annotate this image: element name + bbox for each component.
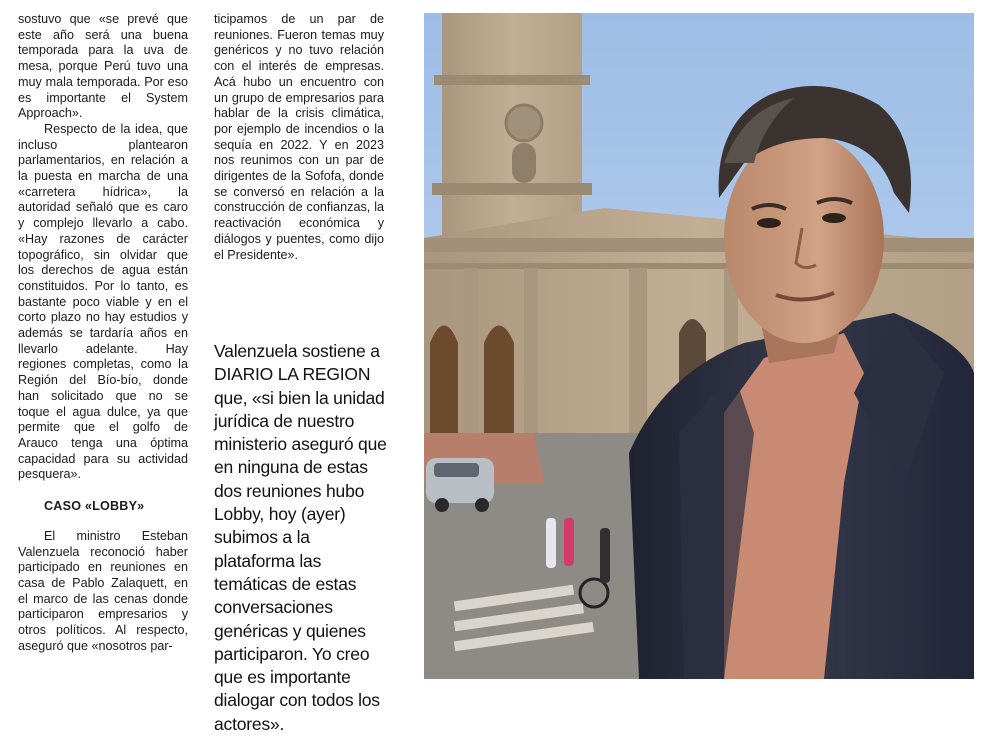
article-column-2	[214, 12, 384, 263]
paragraph: El ministro Esteban Valenzuela reconoció haber participado en reuniones en casa de Pablo Zalaquett, en el marco de las cenas donde participaron empresarios y otros políticos. Al respecto, aseguró que «nosotros par-	[18, 528, 188, 653]
paragraph: ticipamos de un par de reuniones. Fueron temas muy genéricos y no tuvo relación con el interés de empresas. Acá hubo un encuentro con un grupo de empresarios para hablar de la crisis climática, por ejemplo de incendios o la sequía en 2022. Y en 2023 nos reunimos con un par de dirigentes de la Sofofa, donde se conversó en relación a la construcción de confianzas, la reactivación económica y diálogos y puentes, como dijo el Presidente».	[214, 12, 384, 262]
paragraph: sostuvo que «se prevé que este año será una buena temporada para la uva de mesa, porque Perú tuvo una muy mala temporada. Por eso es importante el System Approach».	[18, 12, 188, 121]
pull-quote: Valenzuela sostiene a DIARIO LA REGION que, «si bien la unidad jurídica de nuestro ministerio aseguró que en ninguna de estas dos reuniones hubo Lobby, hoy (ayer) subimos a la plataforma las temáticas de estas conversaciones genéricas y quienes participaron. Yo creo que es importante dialogar con todos los actores».	[214, 341, 387, 734]
portrait-photo	[424, 13, 974, 679]
article-column-1	[18, 12, 188, 654]
section-subhead: CASO «LOBBY»	[44, 499, 145, 514]
paragraph: Respecto de la idea, que incluso plantearon parlamentarios, en relación a la puesta en marcha de una «carretera hídrica», la autoridad señaló que es caro y complejo llevarlo a cabo. «Hay razones de carácter topográfico, sin olvidar que los derechos de agua están constituidos. Por lo tanto, es bastante poco viable y en el corto plazo no hay estudios y además se tardaría años en llevarlo adelante. Hay regiones completas, como la Región del Bío-bío, donde han solicitado que no se toque el agua dulce, ya que permite que el golfo de Arauco tenga una óptima capacidad para su actividad pesquera».	[18, 121, 188, 482]
photo-illustration	[424, 13, 974, 679]
